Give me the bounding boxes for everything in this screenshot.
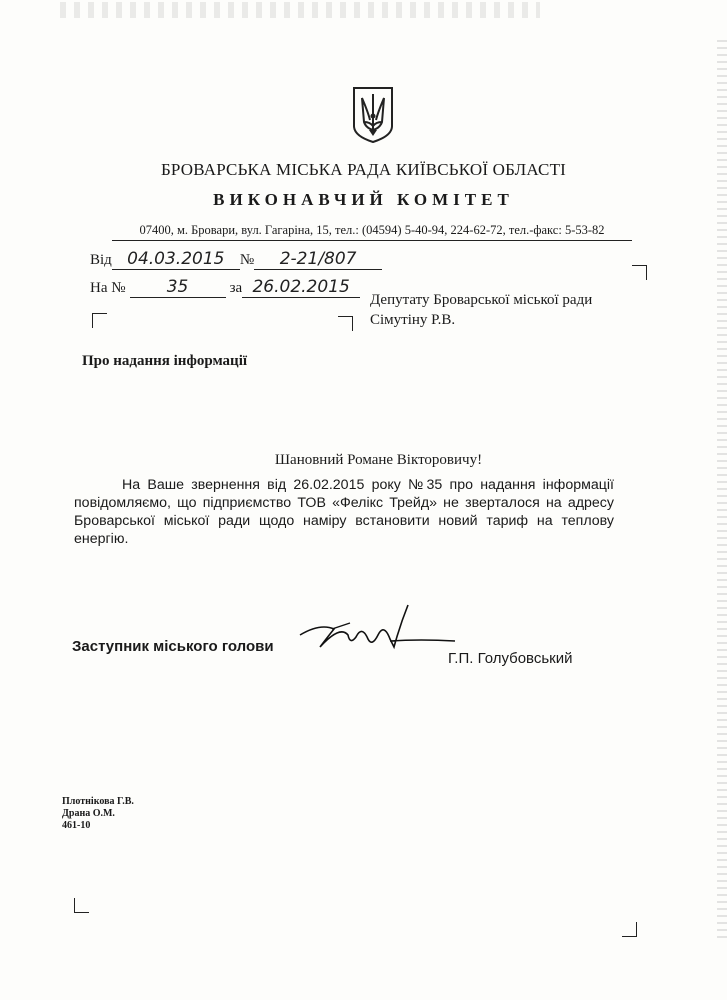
executors-block — [62, 796, 134, 832]
handwritten-signature — [290, 595, 460, 675]
council-name: БРОВАРСЬКА МІСЬКА РАДА КИЇВСЬКОЇ ОБЛАСТІ — [160, 160, 567, 179]
outgoing-registration — [90, 249, 382, 270]
trident-coat-of-arms-icon — [352, 86, 394, 144]
ref-number: 35 — [130, 277, 226, 298]
letter-body: На Ваше звернення від 26.02.2015 року №35 про надання інформації повідомляємо, що підприємство ТОВ «Фелікс Трейд» не зверталося на адресу Броварської міської ради щодо наміру встановити новий тариф на теплову енергію. — [74, 477, 614, 547]
page-corner-mark — [74, 898, 89, 913]
address-corner-mark — [632, 265, 647, 280]
committee-name: ВИКОНАВЧИЙ КОМІТЕТ — [213, 190, 514, 209]
address-corner-mark — [92, 313, 107, 328]
scan-noise-top — [60, 2, 540, 18]
executor-2: Драна О.М. — [62, 808, 115, 819]
greeting: Шановний Романе Вікторовичу! — [274, 452, 483, 468]
from-label: Від — [90, 252, 112, 268]
signer-title: Заступник міського голови — [72, 638, 274, 655]
executor-1: Плотнікова Г.В. — [62, 796, 134, 807]
recipient-name: Сімутіну Р.В. — [370, 312, 456, 328]
recipient-block — [370, 290, 592, 330]
letter-subject: Про надання інформації — [82, 353, 248, 369]
ref-date-label: за — [229, 280, 243, 296]
outgoing-number: 2-21/807 — [254, 249, 382, 270]
number-label: № — [239, 252, 255, 268]
incoming-reference — [90, 277, 360, 298]
executor-phone: 461-10 — [62, 820, 91, 831]
ref-date: 26.02.2015 — [242, 277, 360, 298]
page-corner-mark — [622, 922, 637, 937]
ref-label: На № — [90, 280, 126, 296]
recipient-position: Депутату Броварської міської ради — [370, 292, 593, 308]
signer-name: Г.П. Голубовський — [448, 650, 573, 667]
from-date: 04.03.2015 — [112, 249, 240, 270]
council-address: 07400, м. Бровари, вул. Гагаріна, 15, тел.: (04594) 5-40-94, 224-62-72, тел.-факс: 5-53-82 — [112, 223, 632, 241]
address-corner-mark — [338, 316, 353, 331]
